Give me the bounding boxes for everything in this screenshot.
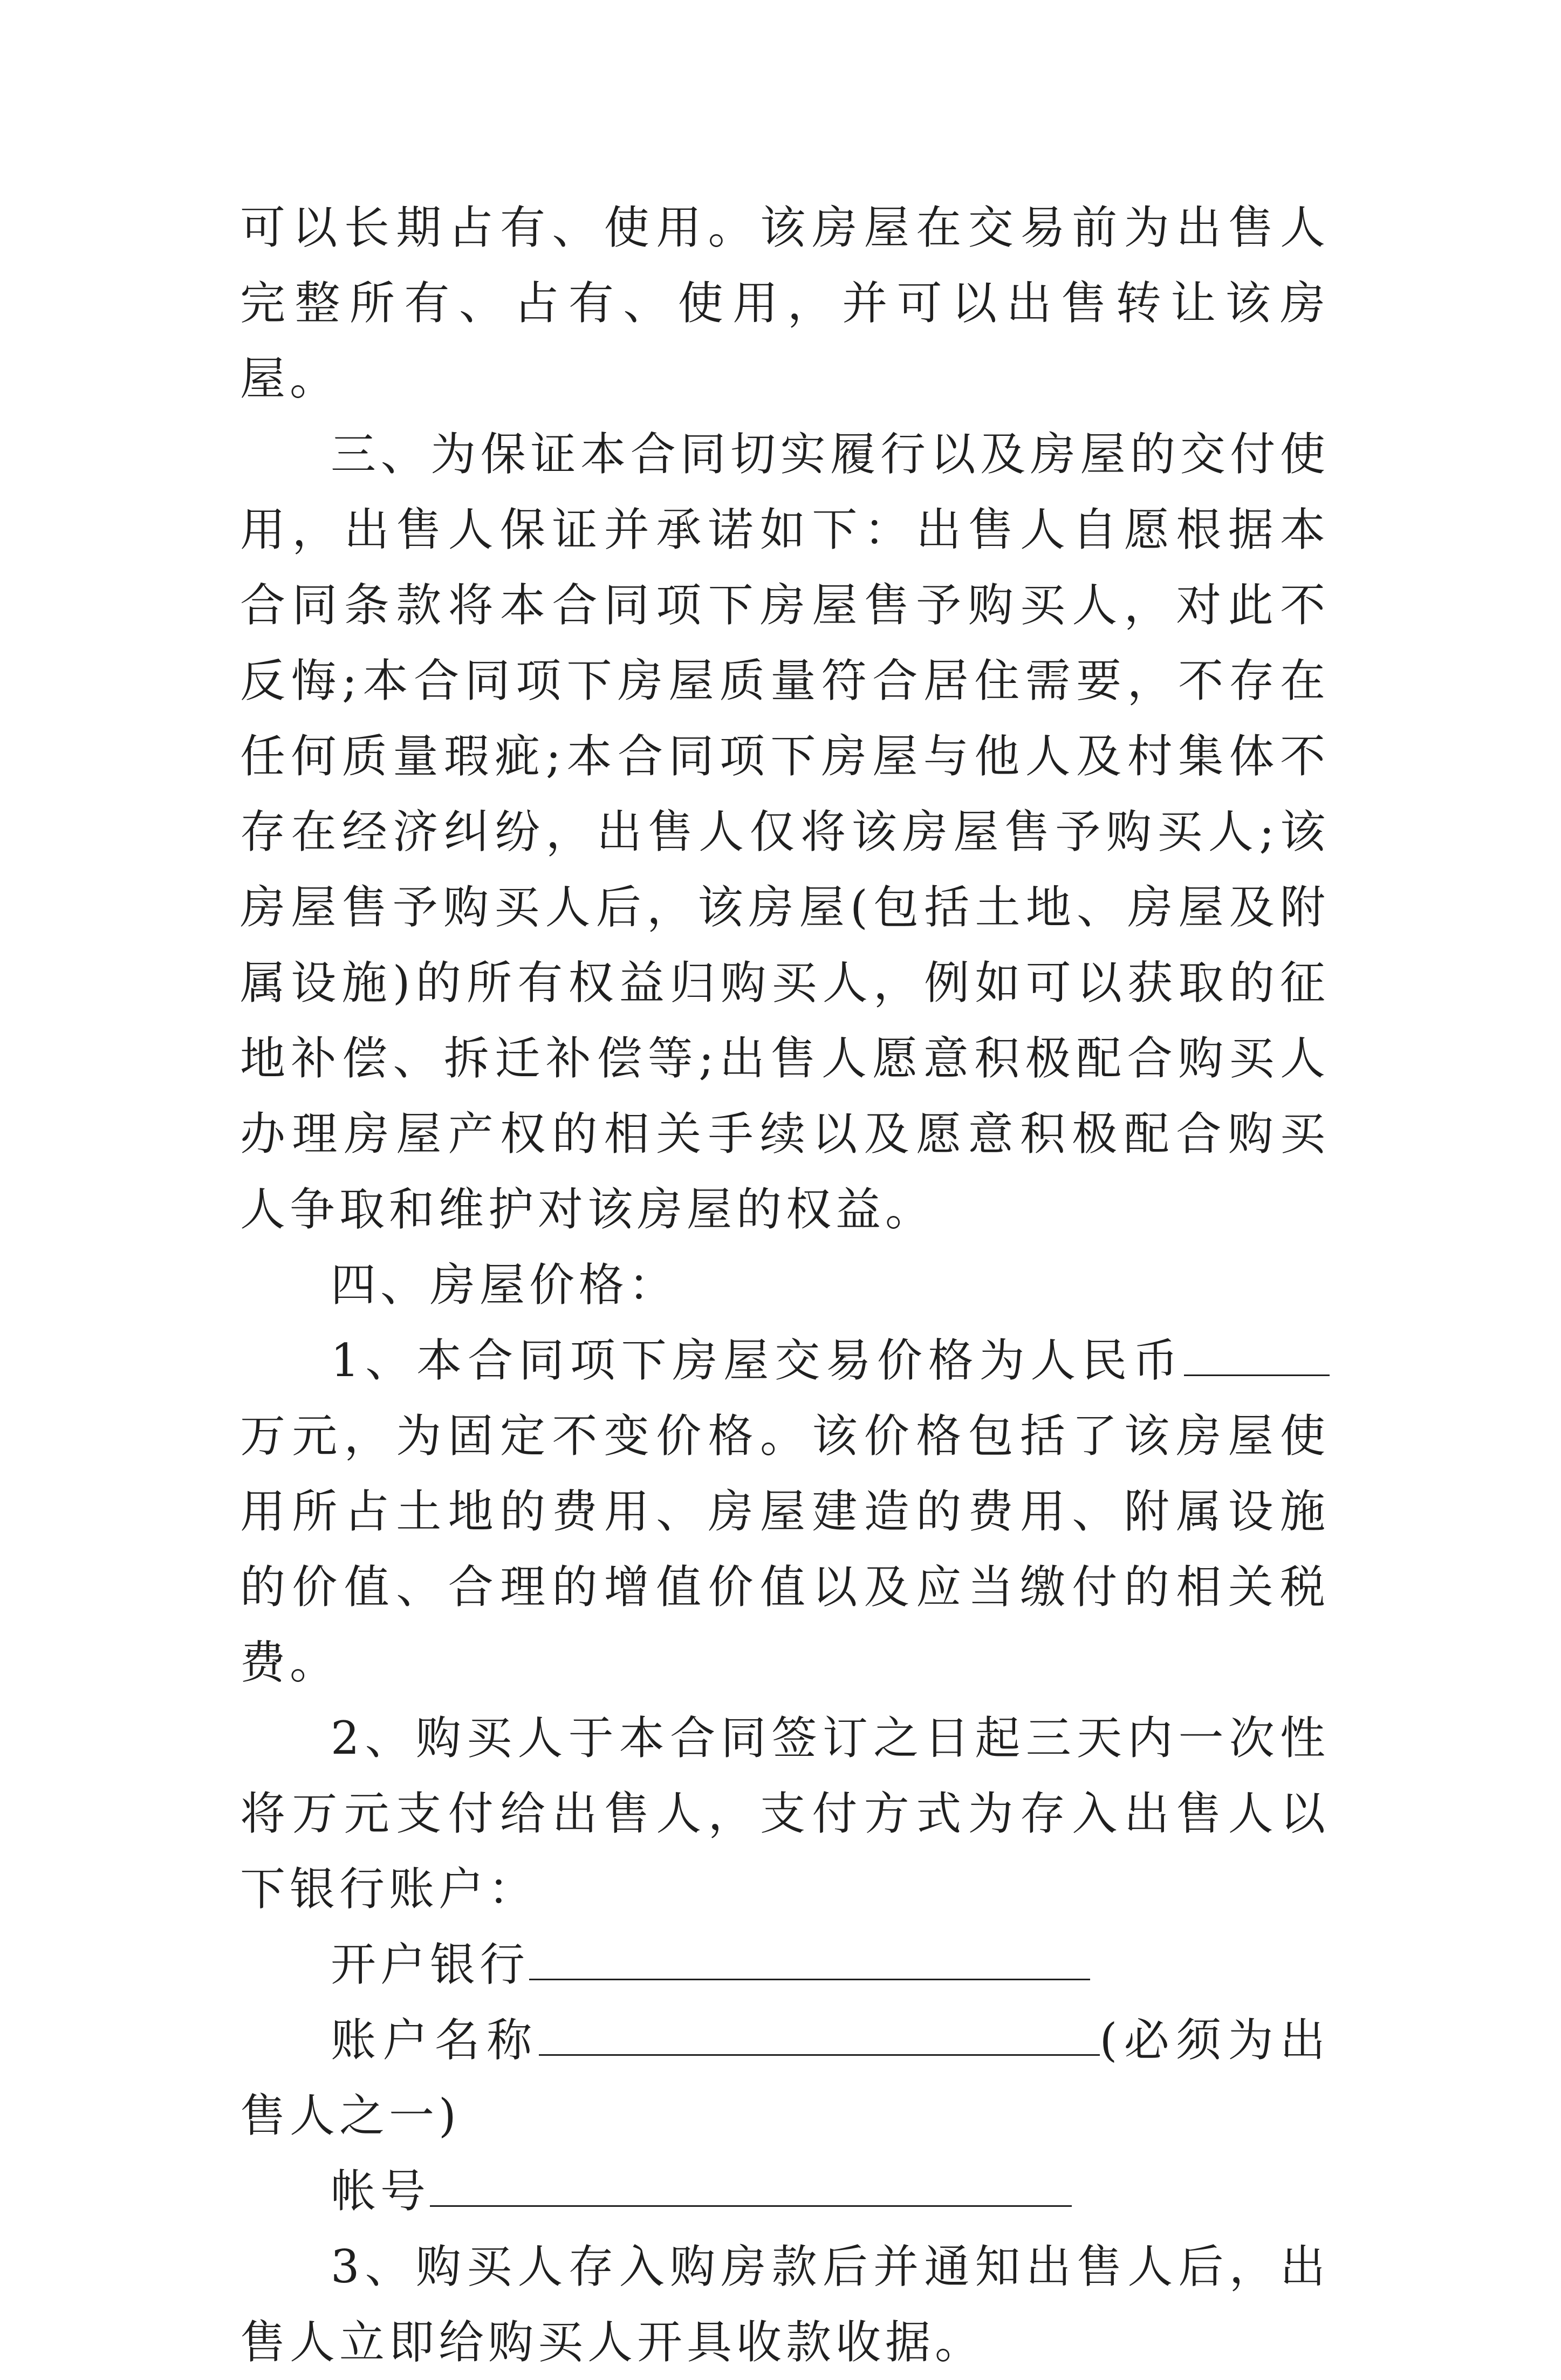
document-body xyxy=(240,190,1330,2380)
account-number-label: 帐号 xyxy=(331,2165,430,2218)
receipt-text: 3、购买人存入购房款后并通知出售人后，出售人立即给购买人开具收款收据。 xyxy=(240,2240,1330,2369)
paragraph-ownership-text: 可以长期占有、使用。该房屋在交易前为出售人完整所有、占有、使用，并可以出售转让该房屋。 xyxy=(240,201,1330,405)
account-name-blank-line xyxy=(539,2009,1100,2056)
paragraph-ownership xyxy=(240,190,1330,416)
account-name-note: (必须为出售人之一) xyxy=(240,2014,1330,2142)
bank-label: 开户银行 xyxy=(331,1938,530,1991)
paragraph-clause-three xyxy=(240,416,1330,1247)
paragraph-receipt xyxy=(240,2229,1330,2380)
paragraph-clause-three-text: 三、为保证本合同切实履行以及房屋的交付使用，出售人保证并承诺如下：出售人自愿根据本合同条款将本合同项下房屋售予购买人，对此不反悔;本合同项下房屋质量符合居住需要，不存在任何质量瑕疵;本合同项下房屋与他人及村集体不存在经济纠纷，出售人仅将该房屋售予购买人;该房屋售予购买人后，该房屋(包括土地、房屋及附属设施)的所有权益归购买人，例如可以获取的征地补偿、拆迁补偿等;出售人愿意积极配合购买人办理房屋产权的相关手续以及愿意积极配合购买人争取和维护对该房屋的权益。 xyxy=(240,428,1330,1236)
bank-blank-line xyxy=(529,1933,1090,1980)
account-name-label: 账户名称 xyxy=(331,2014,539,2067)
paragraph-bank xyxy=(240,1927,1330,2002)
payment-text: 2、购买人于本合同签订之日起三天内一次性将万元支付给出售人，支付方式为存入出售人以下银行账户： xyxy=(240,1712,1330,1916)
price-text-before: 1、本合同项下房屋交易价格为人民币 xyxy=(331,1334,1184,1387)
paragraph-account-name xyxy=(240,2002,1330,2153)
price-blank-line xyxy=(1184,1329,1330,1376)
paragraph-price xyxy=(240,1323,1330,1700)
paragraph-clause-four-heading xyxy=(240,1247,1330,1323)
paragraph-account-number xyxy=(240,2153,1330,2229)
price-text-after: 万元，为固定不变价格。该价格包括了该房屋使用所占土地的费用、房屋建造的费用、附属设施的价值、合理的增值价值以及应当缴付的相关税费。 xyxy=(240,1410,1330,1689)
account-number-blank-line xyxy=(430,2160,1072,2207)
paragraph-payment xyxy=(240,1700,1330,1927)
clause-four-heading-text: 四、房屋价格： xyxy=(331,1259,679,1311)
